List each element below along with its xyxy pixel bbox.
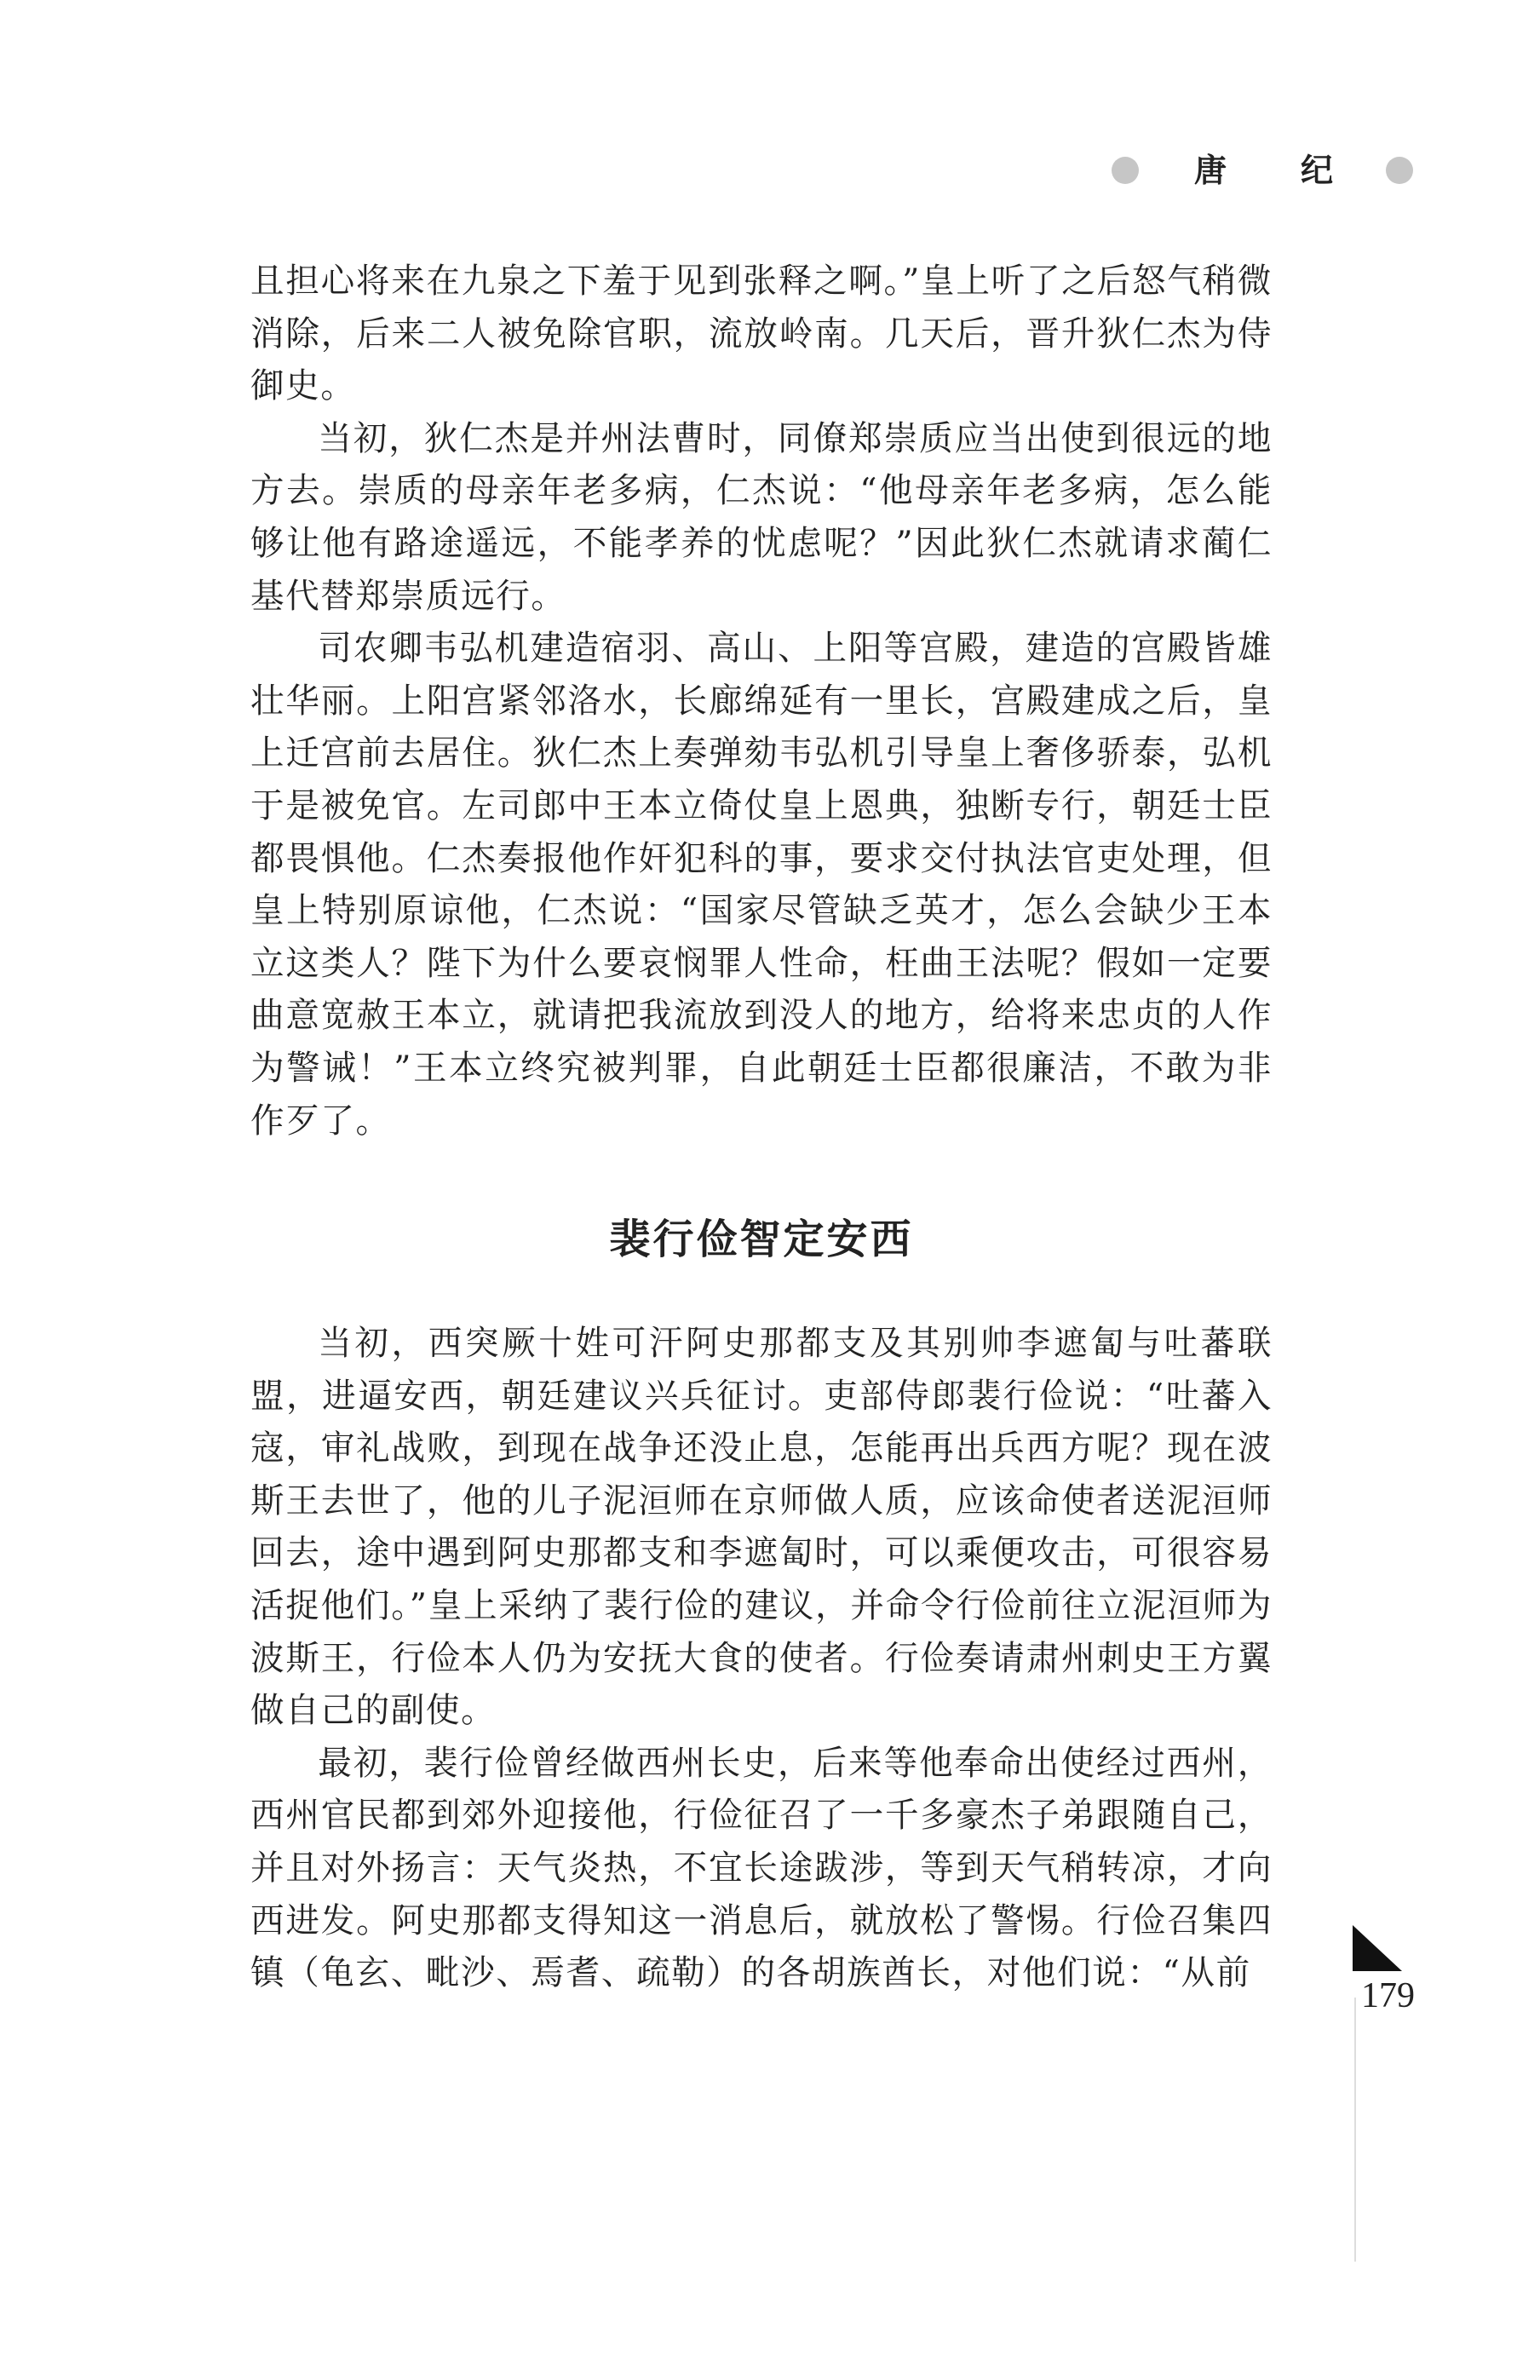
page-number: 179: [1361, 1976, 1415, 2015]
running-header: [1112, 147, 1418, 198]
page-edge-line: [1354, 1998, 1356, 2262]
header-char-ji: 纪: [1301, 152, 1334, 189]
page-corner-triangle: [1353, 1925, 1402, 1971]
header-char-tang: 唐: [1194, 152, 1227, 189]
paragraph-pei-xingjian-xizhou: 最初，裴行俭曾经做西州长史，后来等他奉命出使经过西州，西州官民都到郊外迎接他，行俭征召了一千多豪杰子弟跟随自己，并且对外扬言：天气炎热，不宜长途跋涉，等到天气稍转凉，才向西进发。阿史那都支得知这一消息后，就放松了警惕。行俭召集四镇（龟玄、毗沙、焉耆、疏勒）的各胡族酋长，对他们说：“从前: [250, 1743, 1273, 1993]
paragraph-continuation: 且担心将来在九泉之下羞于见到张释之啊。”皇上听了之后怒气稍微消除，后来二人被免除官职，流放岭南。几天后，晋升狄仁杰为侍御史。: [250, 262, 1273, 406]
section-title: 裴行俭智定安西: [609, 1216, 914, 1264]
paragraph-di-renjie-fazao: 当初，狄仁杰是并州法曹时，同僚郑崇质应当出使到很远的地方去。崇质的母亲年老多病，仁杰说：“他母亲年老多病，怎么能够让他有路途遥远，不能孝养的忧虑呢？”因此狄仁杰就请求蔺仁基代替郑崇质远行。: [250, 418, 1273, 616]
paragraph-pei-xingjian-plan: 当初，西突厥十姓可汗阿史那都支及其别帅李遮匐与吐蕃联盟，进逼安西，朝廷建议兴兵征讨。吏部侍郎裴行俭说：“吐蕃入寇，审礼战败，到现在战争还没止息，怎能再出兵西方呢？现在波斯王去世了，他的儿子泥洹师在京师做人质，应该命使者送泥洹师回去，途中遇到阿史那都支和李遮匐时，可以乘便攻击，可很容易活捉他们。”皇上采纳了裴行俭的建议，并命令行俭前往立泥洹师为波斯王，行俭本人仍为安抚大食的使者。行俭奏请肃州刺史王方翼做自己的副使。: [250, 1324, 1273, 1731]
paragraph-wei-hongji: 司农卿韦弘机建造宿羽、高山、上阳等宫殿，建造的宫殿皆雄壮华丽。上阳宫紧邻洛水，长廊绵延有一里长，宫殿建成之后，皇上迁宫前去居住。狄仁杰上奏弹劾韦弘机引导皇上奢侈骄泰，弘机于是被免官。左司郎中王本立倚仗皇上恩典，独断专行，朝廷士臣都畏惧他。仁杰奏报他作奸犯科的事，要求交付执法官吏处理，但皇上特别原谅他，仁杰说：“国家尽管缺乏英才，怎么会缺少王本立这类人？陛下为什么要哀悯罪人性命，枉曲王法呢？假如一定要曲意宽赦王本立，就请把我流放到没人的地方，给将来忠贞的人作为警诫！”王本立终究被判罪，自此朝廷士臣都很廉洁，不敢为非作歹了。: [250, 629, 1273, 1141]
page-body: [250, 256, 1273, 2000]
header-dot-left: [1112, 157, 1139, 184]
header-dot-right: [1386, 157, 1413, 184]
